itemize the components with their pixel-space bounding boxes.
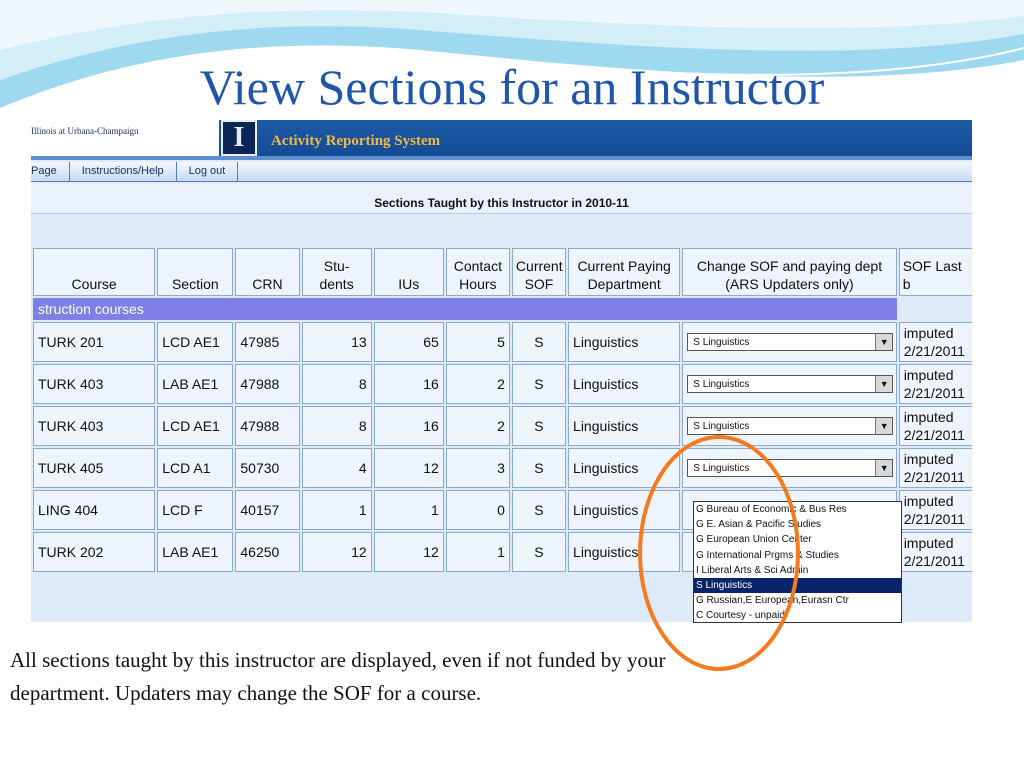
dropdown-option[interactable]: C Courtesy - unpaid [696, 610, 785, 622]
app-title: Activity Reporting System [271, 133, 441, 149]
sof-select[interactable] [687, 375, 893, 393]
table-row [33, 364, 972, 404]
dept-cell: Linguistics [568, 322, 680, 362]
university-name: Illinois at Urbana-Champaign [31, 126, 139, 136]
header-students: Stu- dents [302, 248, 372, 296]
sof-date: 2/21/2011 [903, 385, 965, 401]
table-title: Sections Taught by this Instructor in 2010-11 [31, 183, 972, 213]
dropdown-arrow-icon[interactable]: ▼ [875, 334, 892, 350]
section-cell: LAB AE1 [157, 532, 233, 572]
course-cell: TURK 202 [33, 532, 155, 572]
nav-instructions-help[interactable]: Instructions/Help [70, 162, 177, 181]
ius-cell: 1 [374, 490, 444, 530]
header-ius: IUs [374, 248, 444, 296]
change-sof-cell [682, 406, 896, 446]
sof-last-cell [899, 532, 972, 572]
sof-cell: S [512, 490, 566, 530]
students-cell: 8 [302, 406, 372, 446]
sof-status: imputed [903, 492, 954, 509]
nav-page[interactable]: Page [31, 162, 70, 181]
nav-log-out[interactable]: Log out [177, 162, 239, 181]
dept-cell: Linguistics [568, 406, 680, 446]
section-cell: LCD AE1 [157, 322, 233, 362]
slide-title: View Sections for an Instructor [199, 59, 825, 115]
dropdown-option[interactable]: S Linguistics [694, 578, 901, 593]
sof-last-cell [899, 448, 972, 488]
sof-select-value: S Linguistics [693, 420, 750, 432]
sof-select[interactable] [687, 417, 893, 435]
sof-date: 2/21/2011 [903, 469, 965, 485]
course-cell: TURK 403 [33, 364, 155, 404]
sof-dropdown-list[interactable] [693, 501, 902, 623]
sof-date: 2/21/2011 [903, 553, 965, 569]
contact-hours-cell: 0 [446, 490, 510, 530]
sof-last-cell [899, 490, 972, 530]
students-cell: 8 [302, 364, 372, 404]
ius-cell: 16 [374, 406, 444, 446]
sof-cell: S [512, 532, 566, 572]
contact-hours-cell: 2 [446, 364, 510, 404]
change-sof-cell [682, 448, 896, 488]
header-current-dept: Current Paying Department [568, 248, 680, 296]
dept-cell: Linguistics [568, 448, 680, 488]
header-course: Course [33, 248, 155, 296]
contact-hours-cell: 5 [446, 322, 510, 362]
section-cell: LCD AE1 [157, 406, 233, 446]
table-spacer [31, 213, 972, 246]
ius-cell: 12 [374, 448, 444, 488]
dropdown-option[interactable]: I Liberal Arts & Sci Admin [696, 564, 809, 576]
dropdown-option[interactable]: G European Union Center [696, 534, 812, 546]
table-header-row [33, 248, 972, 296]
sof-last-cell [899, 406, 972, 446]
dropdown-arrow-icon[interactable]: ▼ [875, 460, 892, 476]
section-cell: LAB AE1 [157, 364, 233, 404]
sof-status: imputed [903, 450, 954, 467]
students-cell: 4 [302, 448, 372, 488]
app-header [31, 120, 972, 160]
sof-select[interactable] [687, 333, 893, 351]
course-cell: TURK 403 [33, 406, 155, 446]
section-cell: LCD A1 [157, 448, 233, 488]
dropdown-option[interactable]: G E. Asian & Pacific Studies [696, 519, 822, 531]
caption-line-1: All sections taught by this instructor are displayed, even if not funded by your [10, 648, 666, 672]
ius-cell: 16 [374, 364, 444, 404]
header-change-sof: Change SOF and paying dept (ARS Updaters only) [682, 248, 896, 296]
dept-cell: Linguistics [568, 490, 680, 530]
sof-status: imputed [903, 366, 954, 383]
sof-date: 2/21/2011 [903, 511, 965, 527]
contact-hours-cell: 3 [446, 448, 510, 488]
change-sof-cell [682, 322, 896, 362]
crn-cell: 47988 [235, 406, 299, 446]
ius-cell: 12 [374, 532, 444, 572]
nav-bar [31, 162, 972, 182]
sof-date: 2/21/2011 [903, 427, 965, 443]
crn-cell: 50730 [235, 448, 299, 488]
group-row [33, 298, 972, 320]
sof-select[interactable] [687, 459, 893, 477]
crn-cell: 40157 [235, 490, 299, 530]
sof-select-value: S Linguistics [693, 336, 750, 348]
header-sof-last: SOF Last b [899, 248, 972, 296]
dropdown-arrow-icon[interactable]: ▼ [875, 418, 892, 434]
sof-cell: S [512, 322, 566, 362]
crn-cell: 47985 [235, 322, 299, 362]
sof-status: imputed [903, 408, 954, 425]
contact-hours-cell: 1 [446, 532, 510, 572]
crn-cell: 46250 [235, 532, 299, 572]
header-current-sof: Current SOF [512, 248, 566, 296]
table-row [33, 448, 972, 488]
sof-cell: S [512, 406, 566, 446]
dropdown-option[interactable]: G Bureau of Economic & Bus Res [696, 504, 847, 515]
sof-date: 2/21/2011 [903, 343, 965, 359]
dropdown-option[interactable]: G Russian,E European,Eurasn Ctr [696, 595, 849, 607]
sof-cell: S [512, 364, 566, 404]
crn-cell: 47988 [235, 364, 299, 404]
sof-status: imputed [903, 324, 954, 341]
table-row [33, 406, 972, 446]
course-cell: LING 404 [33, 490, 155, 530]
students-cell: 13 [302, 322, 372, 362]
dept-cell: Linguistics [568, 364, 680, 404]
sof-last-cell [899, 364, 972, 404]
header-section: Section [157, 248, 233, 296]
header-contact-hours: Contact Hours [446, 248, 510, 296]
contact-hours-cell: 2 [446, 406, 510, 446]
dropdown-arrow-icon[interactable]: ▼ [875, 376, 892, 392]
university-logo-icon: I [221, 120, 257, 156]
dropdown-option[interactable]: G International Prgms & Studies [696, 549, 839, 561]
students-cell: 1 [302, 490, 372, 530]
change-sof-cell [682, 364, 896, 404]
ius-cell: 65 [374, 322, 444, 362]
section-cell: LCD F [157, 490, 233, 530]
sof-last-cell [899, 322, 972, 362]
header-divider [31, 156, 972, 160]
caption-line-2: department. Updaters may change the SOF for a course. [10, 681, 482, 705]
sof-select-value: S Linguistics [693, 378, 750, 390]
sof-status: imputed [903, 534, 954, 551]
students-cell: 12 [302, 532, 372, 572]
header-crn: CRN [235, 248, 299, 296]
group-row-blank [899, 298, 972, 320]
sof-cell: S [512, 448, 566, 488]
dept-cell: Linguistics [568, 532, 680, 572]
course-cell: TURK 201 [33, 322, 155, 362]
group-label: struction courses [33, 298, 897, 320]
sof-select-value: S Linguistics [693, 462, 750, 474]
table-row [33, 322, 972, 362]
slide-caption [10, 644, 970, 710]
course-cell: TURK 405 [33, 448, 155, 488]
